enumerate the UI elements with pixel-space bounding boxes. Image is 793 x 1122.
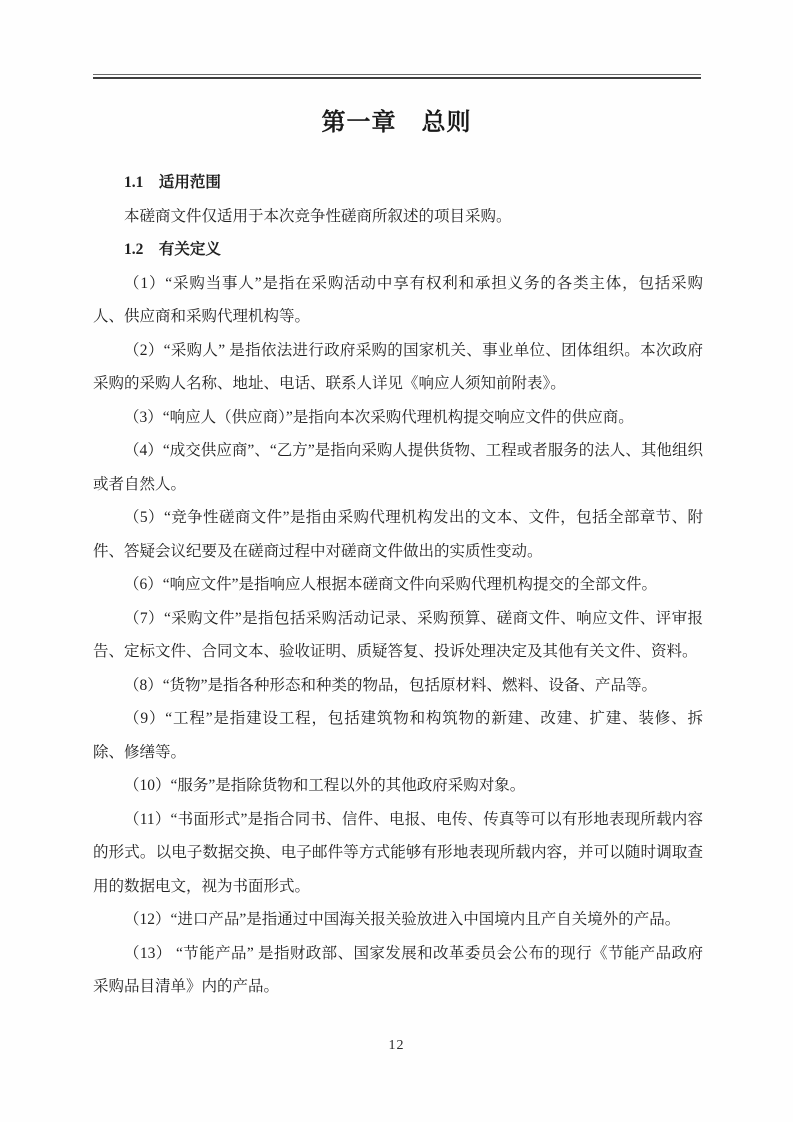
document-body	[93, 166, 703, 1004]
section-heading: 1.2 有关定义	[124, 241, 221, 258]
page-number: 12	[388, 1038, 405, 1053]
body-paragraph: （7）“采购文件”是指包括采购活动记录、采购预算、磋商文件、响应文件、评审报告、定标文件、合同文本、验收证明、质疑答复、投诉处理决定及其他有关文件、资料。	[93, 609, 703, 660]
body-paragraph: （9）“工程”是指建设工程，包括建筑物和构筑物的新建、改建、扩建、装修、拆除、修缮等。	[93, 710, 703, 761]
body-paragraph: （10）“服务”是指除货物和工程以外的其他政府采购对象。	[124, 777, 526, 794]
body-paragraph: （4）“成交供应商”、“乙方”是指向采购人提供货物、工程或者服务的法人、其他组织或者自然人。	[93, 442, 703, 493]
body-paragraph: 本磋商文件仅适用于本次竞争性磋商所叙述的项目采购。	[124, 207, 512, 225]
header-double-rule	[93, 74, 701, 79]
section-heading: 1.1 适用范围	[124, 174, 221, 191]
body-paragraph: （3）“响应人（供应商）”是指向本次采购代理机构提交响应文件的供应商。	[124, 408, 634, 426]
body-paragraph: （1）“采购当事人”是指在采购活动中享有权利和承担义务的各类主体，包括采购人、供应商和采购代理机构等。	[93, 274, 703, 325]
body-paragraph: （13） “节能产品” 是指财政部、国家发展和改革委员会公布的现行《节能产品政府采购品目清单》内的产品。	[93, 944, 703, 995]
body-paragraph: （5）“竞争性磋商文件”是指由采购代理机构发出的文本、文件，包括全部章节、附件、答疑会议纪要及在磋商过程中对磋商文件做出的实质性变动。	[93, 509, 703, 560]
body-paragraph: （2）“采购人” 是指依法进行政府采购的国家机关、事业单位、团体组织。本次政府采购的采购人名称、地址、电话、联系人详见《响应人须知前附表》。	[93, 341, 703, 392]
chapter-title: 第一章 总则	[321, 110, 472, 136]
body-paragraph: （6）“响应文件”是指响应人根据本磋商文件向采购代理机构提交的全部文件。	[124, 576, 658, 593]
body-paragraph: （8）“货物”是指各种形态和种类的物品，包括原材料、燃料、设备、产品等。	[124, 676, 658, 694]
body-paragraph: （12）“进口产品”是指通过中国海关报关验放进入中国境内且产自关境外的产品。	[124, 911, 681, 928]
body-paragraph: （11）“书面形式”是指合同书、信件、电报、电传、传真等可以有形地表现所载内容的形式。以电子数据交换、电子邮件等方式能够有形地表现所载内容，并可以随时调取查用的数据电文，视为书面形式。	[93, 810, 703, 895]
